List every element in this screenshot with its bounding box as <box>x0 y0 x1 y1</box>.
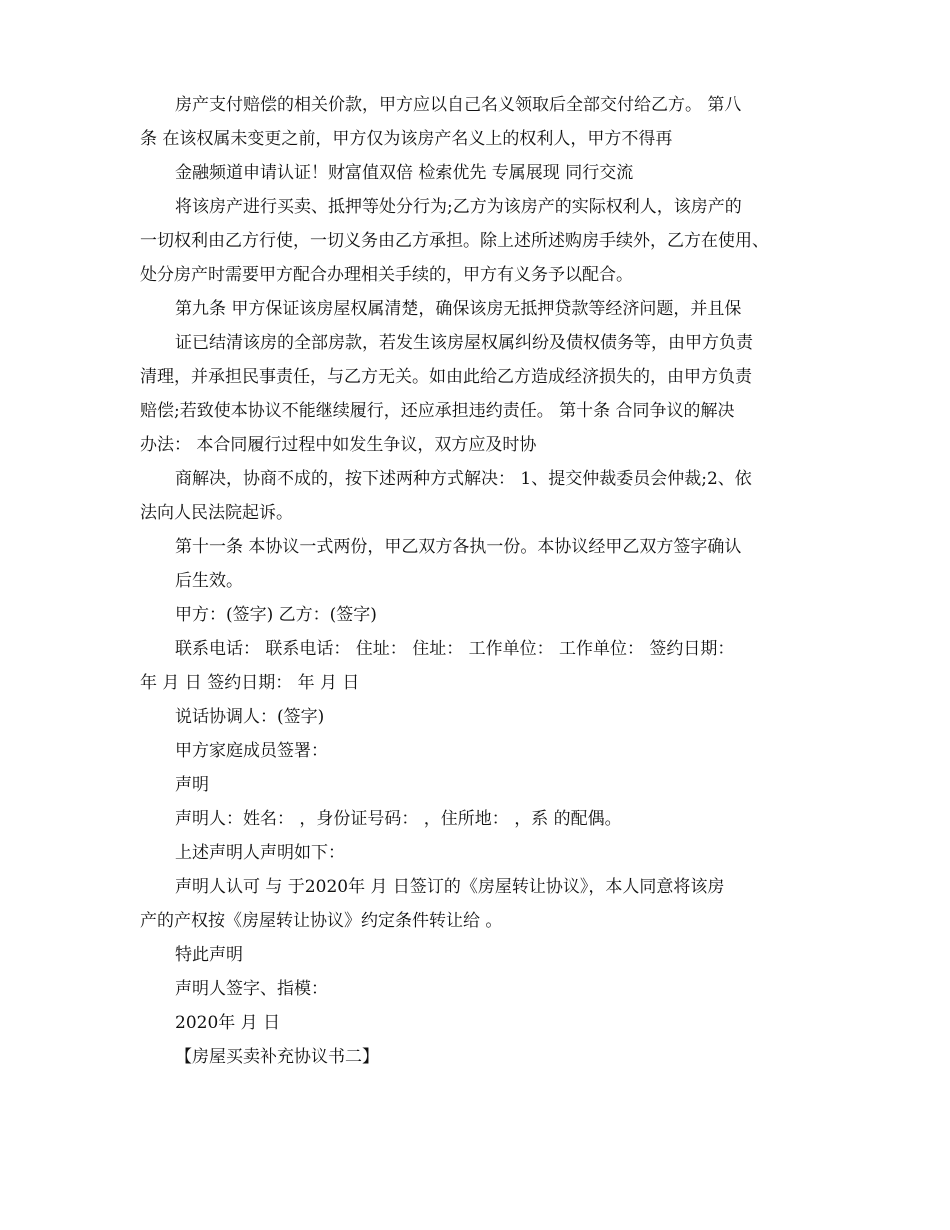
text-line: 甲方：(签字) 乙方：(签字) <box>175 605 377 625</box>
text-line: 办法： 本合同履行过程中如发生争议，双方应及时协 <box>140 435 537 455</box>
text-line: 赔偿;若致使本协议不能继续履行，还应承担违约责任。 第十条 合同争议的解决 <box>140 401 735 421</box>
text-line: 金融频道申请认证！财富值双倍 检索优先 专属展现 同行交流 <box>175 163 634 183</box>
text-line: 商解决，协商不成的，按下述两种方式解决： 1、提交仲裁委员会仲裁;2、依 <box>175 469 752 489</box>
text-line: 联系电话： 联系电话： 住址： 住址： 工作单位： 工作单位： 签约日期： <box>175 639 735 659</box>
text-line: 2020年 月 日 <box>175 1013 281 1033</box>
text-line: 将该房产进行买卖、抵押等处分行为;乙方为该房产的实际权利人，该房产的 <box>175 197 742 217</box>
text-line: 说话协调人：(签字) <box>175 707 325 727</box>
text-line: 产的产权按《房屋转让协议》约定条件转让给 。 <box>140 911 503 931</box>
text-line: 一切权利由乙方行使，一切义务由乙方承担。除上述所述购房手续外，乙方在使用、 <box>140 231 769 251</box>
text-line: 房产支付赔偿的相关价款，甲方应以自己名义领取后全部交付给乙方。 第八 <box>175 95 742 115</box>
text-line: 处分房产时需要甲方配合办理相关手续的，甲方有义务予以配合。 <box>140 265 633 285</box>
text-line: 上述声明人声明如下： <box>175 843 345 863</box>
text-line: 声明人认可 与 于2020年 月 日签订的《房屋转让协议》，本人同意将该房 <box>175 877 725 897</box>
text-line: 声明人签字、指模： <box>175 979 328 999</box>
text-line: 法向人民法院起诉。 <box>140 503 293 523</box>
text-line: 第十一条 本协议一式两份，甲乙双方各执一份。本协议经甲乙双方签字确认 <box>175 537 742 557</box>
text-line: 后生效。 <box>175 571 243 591</box>
text-line: 清理，并承担民事责任，与乙方无关。如由此给乙方造成经济损失的，由甲方负责 <box>140 367 752 387</box>
text-line: 特此声明 <box>175 945 243 965</box>
section-title: 【房屋买卖补充协议书二】 <box>175 1047 379 1067</box>
text-line: 条 在该权属未变更之前，甲方仅为该房产名义上的权利人，甲方不得再 <box>140 129 673 149</box>
text-line: 声明人：姓名： ，身份证号码： ，住所地： ，系 的配偶。 <box>175 809 622 829</box>
text-line: 证已结清该房的全部房款，若发生该房屋权属纠纷及债权债务等，由甲方负责 <box>175 333 753 353</box>
text-line: 第九条 甲方保证该房屋权属清楚，确保该房无抵押贷款等经济问题，并且保 <box>175 299 742 319</box>
text-line: 年 月 日 签约日期： 年 月 日 <box>140 673 360 693</box>
section-heading: 声明 <box>175 775 209 795</box>
text-line: 甲方家庭成员签署： <box>175 741 328 761</box>
